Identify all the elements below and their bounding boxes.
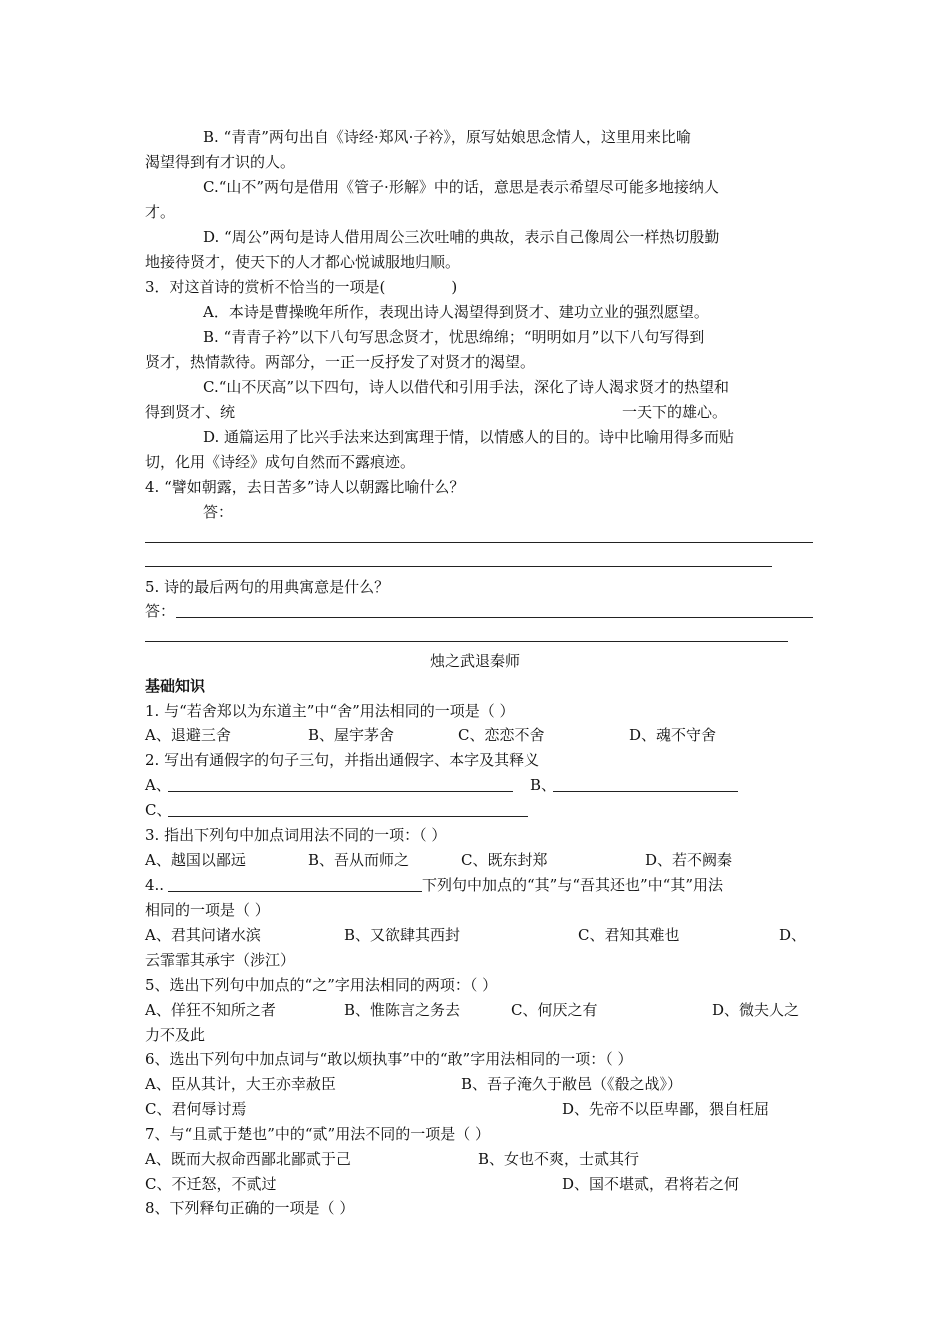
item5-option-d-line2: 力不及此	[145, 1026, 206, 1044]
item4-option-a: A、君其问诸水滨	[145, 926, 261, 944]
item1-option-b: B、屋宇茅舍	[308, 726, 395, 744]
item4-option-d: D、	[779, 926, 807, 944]
item6-option-d: D、先帝不以臣卑鄙，猥自枉屈	[562, 1100, 770, 1118]
item4-stem	[145, 875, 724, 895]
q5-answer-line-1[interactable]	[176, 617, 813, 618]
q4-answer-line-1[interactable]	[145, 542, 813, 543]
q3-option-c-part2: 一天下的雄心。	[622, 403, 728, 421]
item2-label-b: B、	[530, 776, 557, 794]
item4-option-b: B、又欲肆其西封	[344, 926, 461, 944]
q4-answer-line-2[interactable]	[145, 566, 772, 567]
q3-stem	[145, 277, 457, 297]
q3-option-c-line1: C.“山不厌高”以下四句，诗人以借代和引用手法，深化了诗人渴求贤才的热望和	[203, 378, 730, 396]
item3-option-d: D、若不阙秦	[645, 851, 733, 869]
q2-option-d-line1: D. “周公”两句是诗人借用周公三次吐哺的典故，表示自己像周公一样热切殷勤	[203, 228, 720, 246]
item5-stem: 5、选出下列句中加点的“之”字用法相同的两项：（ ）	[145, 976, 498, 994]
item4-blank-line[interactable]	[168, 891, 422, 892]
q4-answer-label: 答：	[203, 503, 234, 521]
item3-stem: 3. 指出下列句中加点词用法不同的一项：（ ）	[145, 826, 447, 844]
section-title: 烛之武退秦师	[429, 652, 520, 670]
item2-label-a: A、	[145, 776, 171, 794]
q3-option-a: A．本诗是曹操晚年所作，表现出诗人渴望得到贤才、建功立业的强烈愿望。	[203, 303, 709, 321]
item5-option-b: B、惟陈言之务去	[344, 1001, 461, 1019]
q2-option-c-line1: C.“山不”两句是借用《管子·形解》中的话，意思是表示希望尽可能多地接纳人	[203, 178, 719, 196]
q3-option-b-line1: B. “青青子衿”以下八句写思念贤才，忧思绵绵；“明明如月”以下八句写得到	[203, 328, 705, 346]
item4-stem-text: 下列句中加点的“其”与“吾其还也”中“其”用法	[422, 876, 724, 894]
item2-blank-a	[145, 775, 171, 795]
item4-option-d-line2: 云霏霏其承宇（涉江）	[145, 951, 296, 969]
item7-option-a: A、既而大叔命西鄙北鄙贰于己	[145, 1150, 351, 1168]
q2-option-c-line2: 才。	[145, 203, 176, 221]
q2-option-b-line2: 渴望得到有才识的人。	[145, 153, 296, 171]
section-heading: 基础知识	[145, 677, 206, 695]
item1-option-c: C、恋恋不舍	[458, 726, 545, 744]
item6-option-c: C、君何辱讨焉	[145, 1100, 247, 1118]
q4-stem: 4. “譬如朝露，去日苦多”诗人以朝露比喻什么？	[145, 478, 465, 496]
item3-option-c: C、既东封郑	[461, 851, 548, 869]
q3-option-b-line2: 贤才，热情款待。两部分，一正一反抒发了对贤才的渴望。	[145, 353, 536, 371]
item2-answer-line-b[interactable]	[553, 791, 738, 792]
item4-option-c: C、君知其难也	[578, 926, 680, 944]
item1-stem: 1. 与“若舍郑以为东道主”中“舍”用法相同的一项是（ ）	[145, 702, 515, 720]
item4-stem-line2: 相同的一项是（ ）	[145, 901, 270, 919]
item6-option-b: B、吾子淹久于敝邑（《殽之战》）	[461, 1075, 683, 1093]
item7-stem: 7、与“且贰于楚也”中的“贰”用法不同的一项是（ ）	[145, 1125, 490, 1143]
item8-stem: 8、下列释句正确的一项是（ ）	[145, 1199, 355, 1217]
q3-stem-text: 3．对这首诗的赏析不恰当的一项是(	[145, 278, 386, 296]
item7-option-c: C、不迁怒，不贰过	[145, 1175, 277, 1193]
item2-stem: 2. 写出有通假字的句子三句，并指出通假字、本字及其释义	[145, 751, 540, 769]
item3-option-a: A、越国以鄙远	[145, 851, 246, 869]
item5-option-c: C、何厌之有	[511, 1001, 598, 1019]
item3-option-b: B、吾从而师之	[308, 851, 410, 869]
q3-option-d-line1: D. 通篇运用了比兴手法来达到寓理于情，以情感人的目的。诗中比喻用得多而贴	[203, 428, 735, 446]
q5-answer-label: 答：	[145, 602, 176, 620]
item1-option-d: D、魂不守舍	[629, 726, 717, 744]
q3-option-c-line2	[145, 402, 728, 422]
q3-stem-close: )	[451, 278, 458, 296]
item2-label-c: C、	[145, 801, 172, 819]
q5-answer-line-2[interactable]	[145, 641, 788, 642]
item5-option-d: D、微夫人之	[712, 1001, 800, 1019]
item6-stem: 6、选出下列句中加点词与“敢以烦执事”中的“敢”字用法相同的一项：（ ）	[145, 1050, 633, 1068]
item2-answer-line-c[interactable]	[168, 816, 528, 817]
item2-blank-c	[145, 800, 171, 820]
item1-option-a: A、退避三舍	[145, 726, 231, 744]
item7-option-d: D、国不堪贰，君将若之何	[562, 1175, 740, 1193]
q5-stem: 5. 诗的最后两句的用典寓意是什么？	[145, 578, 390, 596]
item7-option-b: B、女也不爽，士贰其行	[478, 1150, 640, 1168]
item2-blank-b	[530, 775, 556, 795]
q2-option-b-line1: B. “青青”两句出自《诗经·郑风·子衿》，原写姑娘思念情人，这里用来比喻	[203, 128, 691, 146]
item6-option-a: A、臣从其计，大王亦幸赦臣	[145, 1075, 336, 1093]
item4-number: 4..	[145, 876, 165, 894]
item5-option-a: A、佯狂不知所之者	[145, 1001, 276, 1019]
item2-answer-line-a[interactable]	[168, 791, 513, 792]
q2-option-d-line2: 地接待贤才，使天下的人才都心悦诚服地归顺。	[145, 253, 461, 271]
q3-option-c-part1: 得到贤才、统	[145, 403, 236, 421]
q3-option-d-line2: 切，化用《诗经》成句自然而不露痕迹。	[145, 453, 416, 471]
